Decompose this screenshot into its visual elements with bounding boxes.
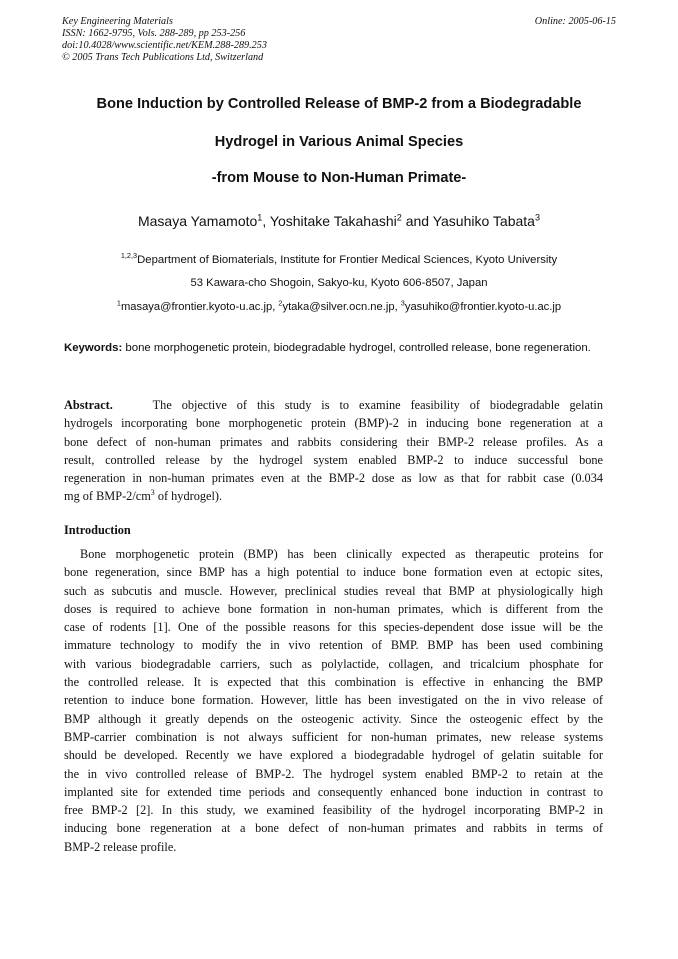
- author-sup: 3: [534, 212, 541, 223]
- copyright-line: © 2005 Trans Tech Publications Ltd, Switzerland: [62, 52, 264, 63]
- author-separator: and: [401, 213, 433, 229]
- email-sup: 3: [400, 298, 405, 308]
- abstract-line: [64, 396, 603, 414]
- title-line-1: Bone Induction by Controlled Release of BMP-2 from a Biodegradable: [96, 96, 582, 112]
- author-name: Yasuhiko Tabata: [432, 213, 535, 229]
- abstract-text: mg of BMP-2/cm: [64, 489, 151, 504]
- email-address[interactable]: yasuhiko@frontier.kyoto-u.ac.jp: [404, 301, 562, 313]
- author-name: Yoshitake Takahashi: [269, 213, 397, 229]
- introduction-body: [64, 545, 603, 856]
- email-separator: ,: [394, 301, 401, 313]
- abstract-line: result, controlled release by the hydrogel system enabled BMP-2 to induce successful bone: [64, 452, 603, 467]
- journal-header: [62, 16, 616, 64]
- abstract-sup: 3: [150, 488, 155, 498]
- abstract-text: [113, 398, 153, 412]
- intro-line: doses is required to achieve bone formation in non-human primates, which is different from the: [64, 601, 603, 616]
- intro-line: retention to induce bone formation. However, little has been investigated on the in vivo release of: [64, 693, 603, 708]
- intro-line: Bone morphogenetic protein (BMP) has been clinically expected as therapeutic proteins for: [80, 547, 603, 561]
- affiliation-line-1: [20, 253, 658, 268]
- intro-line: such as subcutis and muscle. However, preclinical studies reveal that BMP at physiologically high: [64, 583, 603, 598]
- header-left: [62, 16, 616, 64]
- author-separator: ,: [262, 213, 270, 229]
- intro-line: BMP-2 release profile.: [64, 839, 177, 854]
- email-list: [20, 300, 658, 315]
- intro-line: the in vivo controlled release of BMP-2. The hydrogel system enabled BMP-2 to retain at the: [64, 766, 603, 781]
- abstract-line: bone defect of non-human primates and rabbits considering their BMP-2 release profiles. As a: [64, 434, 603, 449]
- journal-name: Key Engineering Materials: [62, 16, 173, 27]
- intro-line: BMP-carrier combination is not always sufficient for non-human primates, new release systems: [64, 729, 603, 744]
- intro-line: BMP although it greatly depends on the osteogenic activity. Since the osteogenic effect by the: [64, 711, 603, 726]
- keywords-label: Keywords:: [64, 342, 123, 354]
- online-date: Online: 2005-06-15: [534, 16, 616, 27]
- affiliation-line-2: 53 Kawara-cho Shogoin, Sakyo-ku, Kyoto 606-8507, Japan: [190, 277, 488, 289]
- issn-line: ISSN: 1662-9795, Vols. 288-289, pp 253-256: [62, 28, 246, 39]
- keywords-text: bone morphogenetic protein, biodegradable hydrogel, controlled release, bone regeneration.: [122, 342, 591, 354]
- author-list: [20, 211, 658, 231]
- intro-line: inducing bone regeneration at a bone defect of non-human primates and rabbits in terms of: [64, 821, 603, 836]
- intro-line: free BMP-2 [2]. In this study, we examined feasibility of the hydrogel incorporating BMP-2 in: [64, 803, 603, 818]
- abstract-line: regeneration in non-human primates even at the BMP-2 dose as low as that for rabbit case (0.034: [64, 471, 603, 486]
- email-address[interactable]: ytaka@silver.ocn.ne.jp: [282, 301, 395, 313]
- intro-line: with various biodegradable carriers, such as polylactide, collagen, and tricalcium phosphate for: [64, 656, 603, 671]
- email-separator: ,: [272, 301, 279, 313]
- email-sup: 2: [278, 298, 283, 308]
- introduction-heading: Introduction: [64, 523, 131, 537]
- intro-line: should be developed. Recently we have explored a biodegradable hydrogel of gelatin suitable for: [64, 748, 603, 763]
- abstract-line: hydrogels incorporating bone morphogenetic protein (BMP)-2 in inducing bone regeneration at a: [64, 416, 603, 431]
- email-address[interactable]: masaya@frontier.kyoto-u.ac.jp: [120, 301, 273, 313]
- title-line-3: -from Mouse to Non-Human Primate-: [211, 170, 467, 186]
- intro-line: the controlled release. It is expected that this combination is effective in enhancing the BMP: [64, 675, 603, 690]
- abstract-text: of hydrogel).: [154, 489, 223, 504]
- abstract-text: The objective of this study is to examine feasibility of biodegradable gelatin: [152, 398, 603, 412]
- abstract-label: Abstract.: [64, 398, 113, 412]
- email-sup: 1: [116, 298, 121, 308]
- paper-title: [40, 94, 638, 188]
- affiliation-sup: 1,2,3: [120, 251, 138, 261]
- title-line-2: Hydrogel in Various Animal Species: [214, 134, 464, 150]
- doi-line: doi:10.4028/www.scientific.net/KEM.288-289.253: [62, 40, 267, 51]
- author-sup: 1: [257, 212, 263, 223]
- abstract-line: [64, 487, 603, 505]
- keywords-section: [64, 339, 603, 357]
- intro-line: immature technology to modify the in vivo retention of BMP. BMP has been used combining: [64, 638, 603, 653]
- intro-line: bone regeneration, since BMP has a high potential to induce bone formation even at ectopic sites,: [64, 565, 603, 580]
- affiliation-text: Department of Biomaterials, Institute for Frontier Medical Sciences, Kyoto University: [137, 254, 558, 266]
- author-name: Masaya Yamamoto: [137, 213, 258, 229]
- author-sup: 2: [396, 212, 402, 223]
- abstract-section: [64, 396, 603, 506]
- intro-line: case of rodents [1]. One of the possible reasons for this species-dependent dose issue will be the: [64, 620, 603, 635]
- intro-line: implanted site for extended time periods and consequently enhanced bone induction in contrast to: [64, 784, 603, 799]
